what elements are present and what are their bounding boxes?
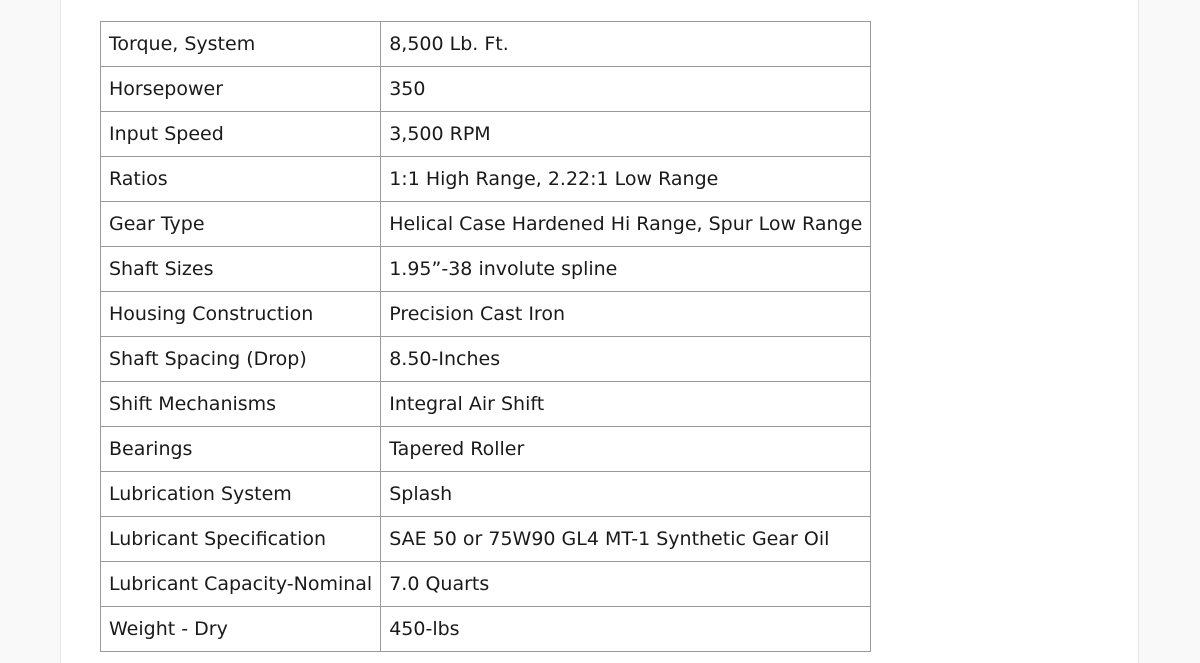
spec-value: 7.0 Quarts <box>381 562 871 607</box>
table-row <box>101 157 871 202</box>
spec-value: 1.95”-38 involute spline <box>381 247 871 292</box>
spec-value: 450-lbs <box>381 607 871 652</box>
spec-value: 350 <box>381 67 871 112</box>
spec-label: Bearings <box>101 427 381 472</box>
table-row <box>101 247 871 292</box>
spec-label: Shaft Spacing (Drop) <box>101 337 381 382</box>
spec-value: Helical Case Hardened Hi Range, Spur Low Range <box>381 202 871 247</box>
spec-label: Input Speed <box>101 112 381 157</box>
table-row <box>101 472 871 517</box>
specifications-table <box>100 21 871 652</box>
table-row <box>101 562 871 607</box>
spec-value: 8,500 Lb. Ft. <box>381 22 871 67</box>
spec-label: Ratios <box>101 157 381 202</box>
table-row <box>101 292 871 337</box>
spec-value: Tapered Roller <box>381 427 871 472</box>
spec-value: 3,500 RPM <box>381 112 871 157</box>
spec-label: Lubricant Specification <box>101 517 381 562</box>
spec-label: Horsepower <box>101 67 381 112</box>
spec-label: Weight - Dry <box>101 607 381 652</box>
spec-value: 1:1 High Range, 2.22:1 Low Range <box>381 157 871 202</box>
table-row <box>101 112 871 157</box>
spec-label: Housing Construction <box>101 292 381 337</box>
table-row <box>101 67 871 112</box>
spec-value: SAE 50 or 75W90 GL4 MT-1 Synthetic Gear Oil <box>381 517 871 562</box>
table-row <box>101 202 871 247</box>
spec-label: Shift Mechanisms <box>101 382 381 427</box>
table-row <box>101 427 871 472</box>
table-row <box>101 22 871 67</box>
table-row <box>101 517 871 562</box>
spec-label: Lubrication System <box>101 472 381 517</box>
spec-value: 8.50-Inches <box>381 337 871 382</box>
spec-value: Integral Air Shift <box>381 382 871 427</box>
content-panel <box>60 0 1139 663</box>
table-row <box>101 382 871 427</box>
spec-value: Precision Cast Iron <box>381 292 871 337</box>
table-row <box>101 607 871 652</box>
spec-label: Shaft Sizes <box>101 247 381 292</box>
spec-value: Splash <box>381 472 871 517</box>
spec-label: Lubricant Capacity-Nominal <box>101 562 381 607</box>
spec-label: Gear Type <box>101 202 381 247</box>
spec-label: Torque, System <box>101 22 381 67</box>
table-row <box>101 337 871 382</box>
